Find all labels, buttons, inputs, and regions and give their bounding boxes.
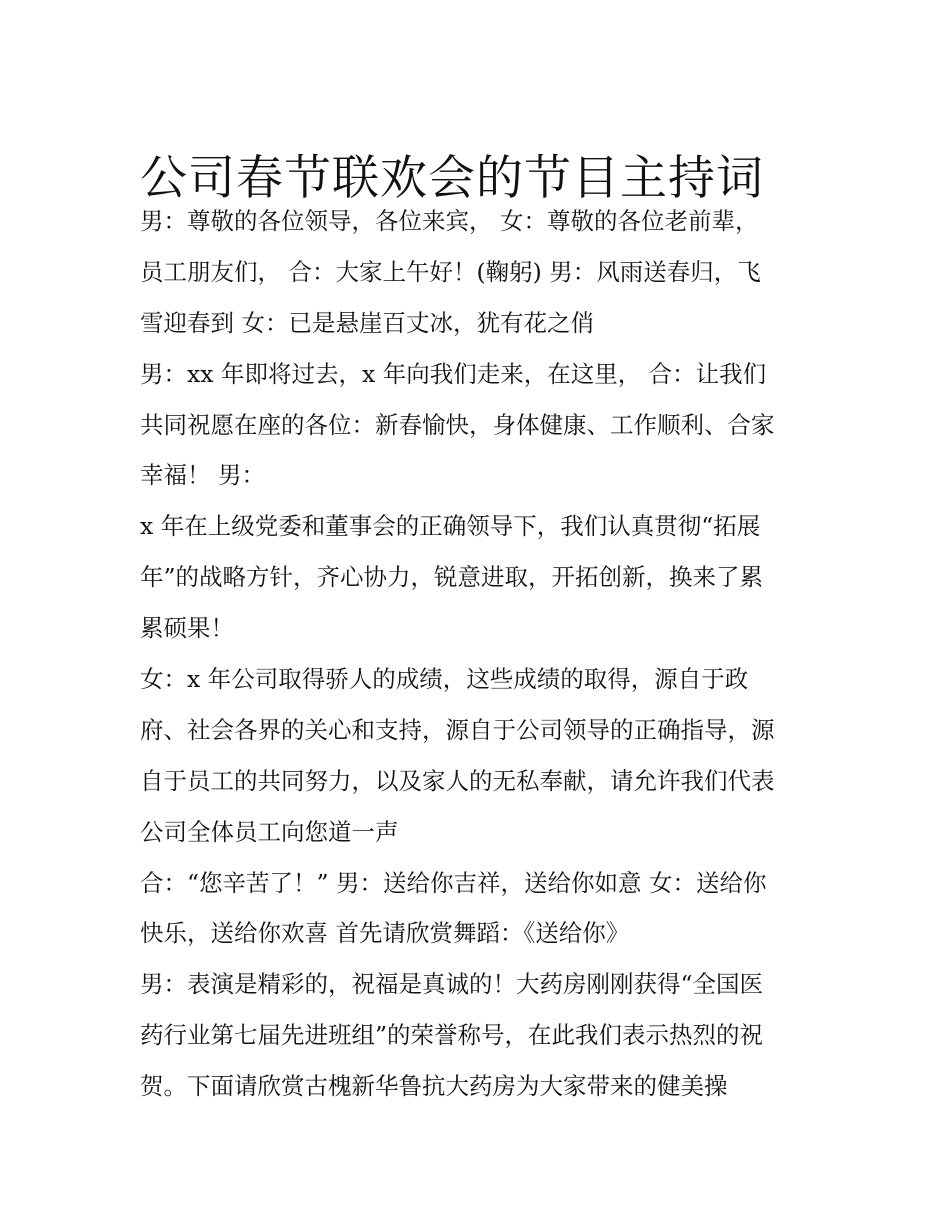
body-line: 公司全体员工向您道一声 [140,817,399,846]
body-line: 员工朋友们， 合：大家上午好！(鞠躬) 男：风雨送春归，飞 [140,257,761,286]
body-line: x 年在上级党委和董事会的正确领导下，我们认真贯彻“拓展 [140,512,761,541]
document-body [140,196,830,1112]
body-line: 男：xx 年即将过去，x 年向我们走来，在这里， 合：让我们 [140,359,767,388]
body-line: 府、社会各界的关心和支持，源自于公司领导的正确指导，源 [140,715,775,744]
body-line: 女：x 年公司取得骄人的成绩，这些成绩的取得，源自于政 [140,665,749,694]
body-line: 贺。下面请欣赏古槐新华鲁抗大药房为大家带来的健美操 [140,1072,728,1101]
body-line: 共同祝愿在座的各位：新春愉快，身体健康、工作顺利、合家 [140,410,775,439]
body-line: 累硕果！ [140,614,234,643]
body-line: 年”的战略方针，齐心协力，锐意进取，开拓创新，换来了累 [140,563,764,592]
body-line: 自于员工的共同努力，以及家人的无私奉献，请允许我们代表 [140,766,775,795]
body-line: 合：“您辛苦了！” 男：送给你吉祥，送给你如意 女：送给你 [140,868,767,897]
document-title: 公司春节联欢会的节目主持词 [140,151,764,207]
body-line: 幸福！ 男： [140,461,265,490]
body-line: 药行业第七届先进班组”的荣誉称号，在此我们表示热烈的祝 [140,1021,764,1050]
body-line: 快乐，送给你欢喜 首先请欣赏舞蹈：《送给你》 [140,919,630,948]
body-line: 男：表演是精彩的，祝福是真诚的！大药房刚刚获得“全国医 [140,970,764,999]
body-line: 雪迎春到 女：已是悬崖百丈冰，犹有花之俏 [140,308,594,337]
body-line: 男：尊敬的各位领导，各位来宾， 女：尊敬的各位老前辈， [140,207,759,235]
